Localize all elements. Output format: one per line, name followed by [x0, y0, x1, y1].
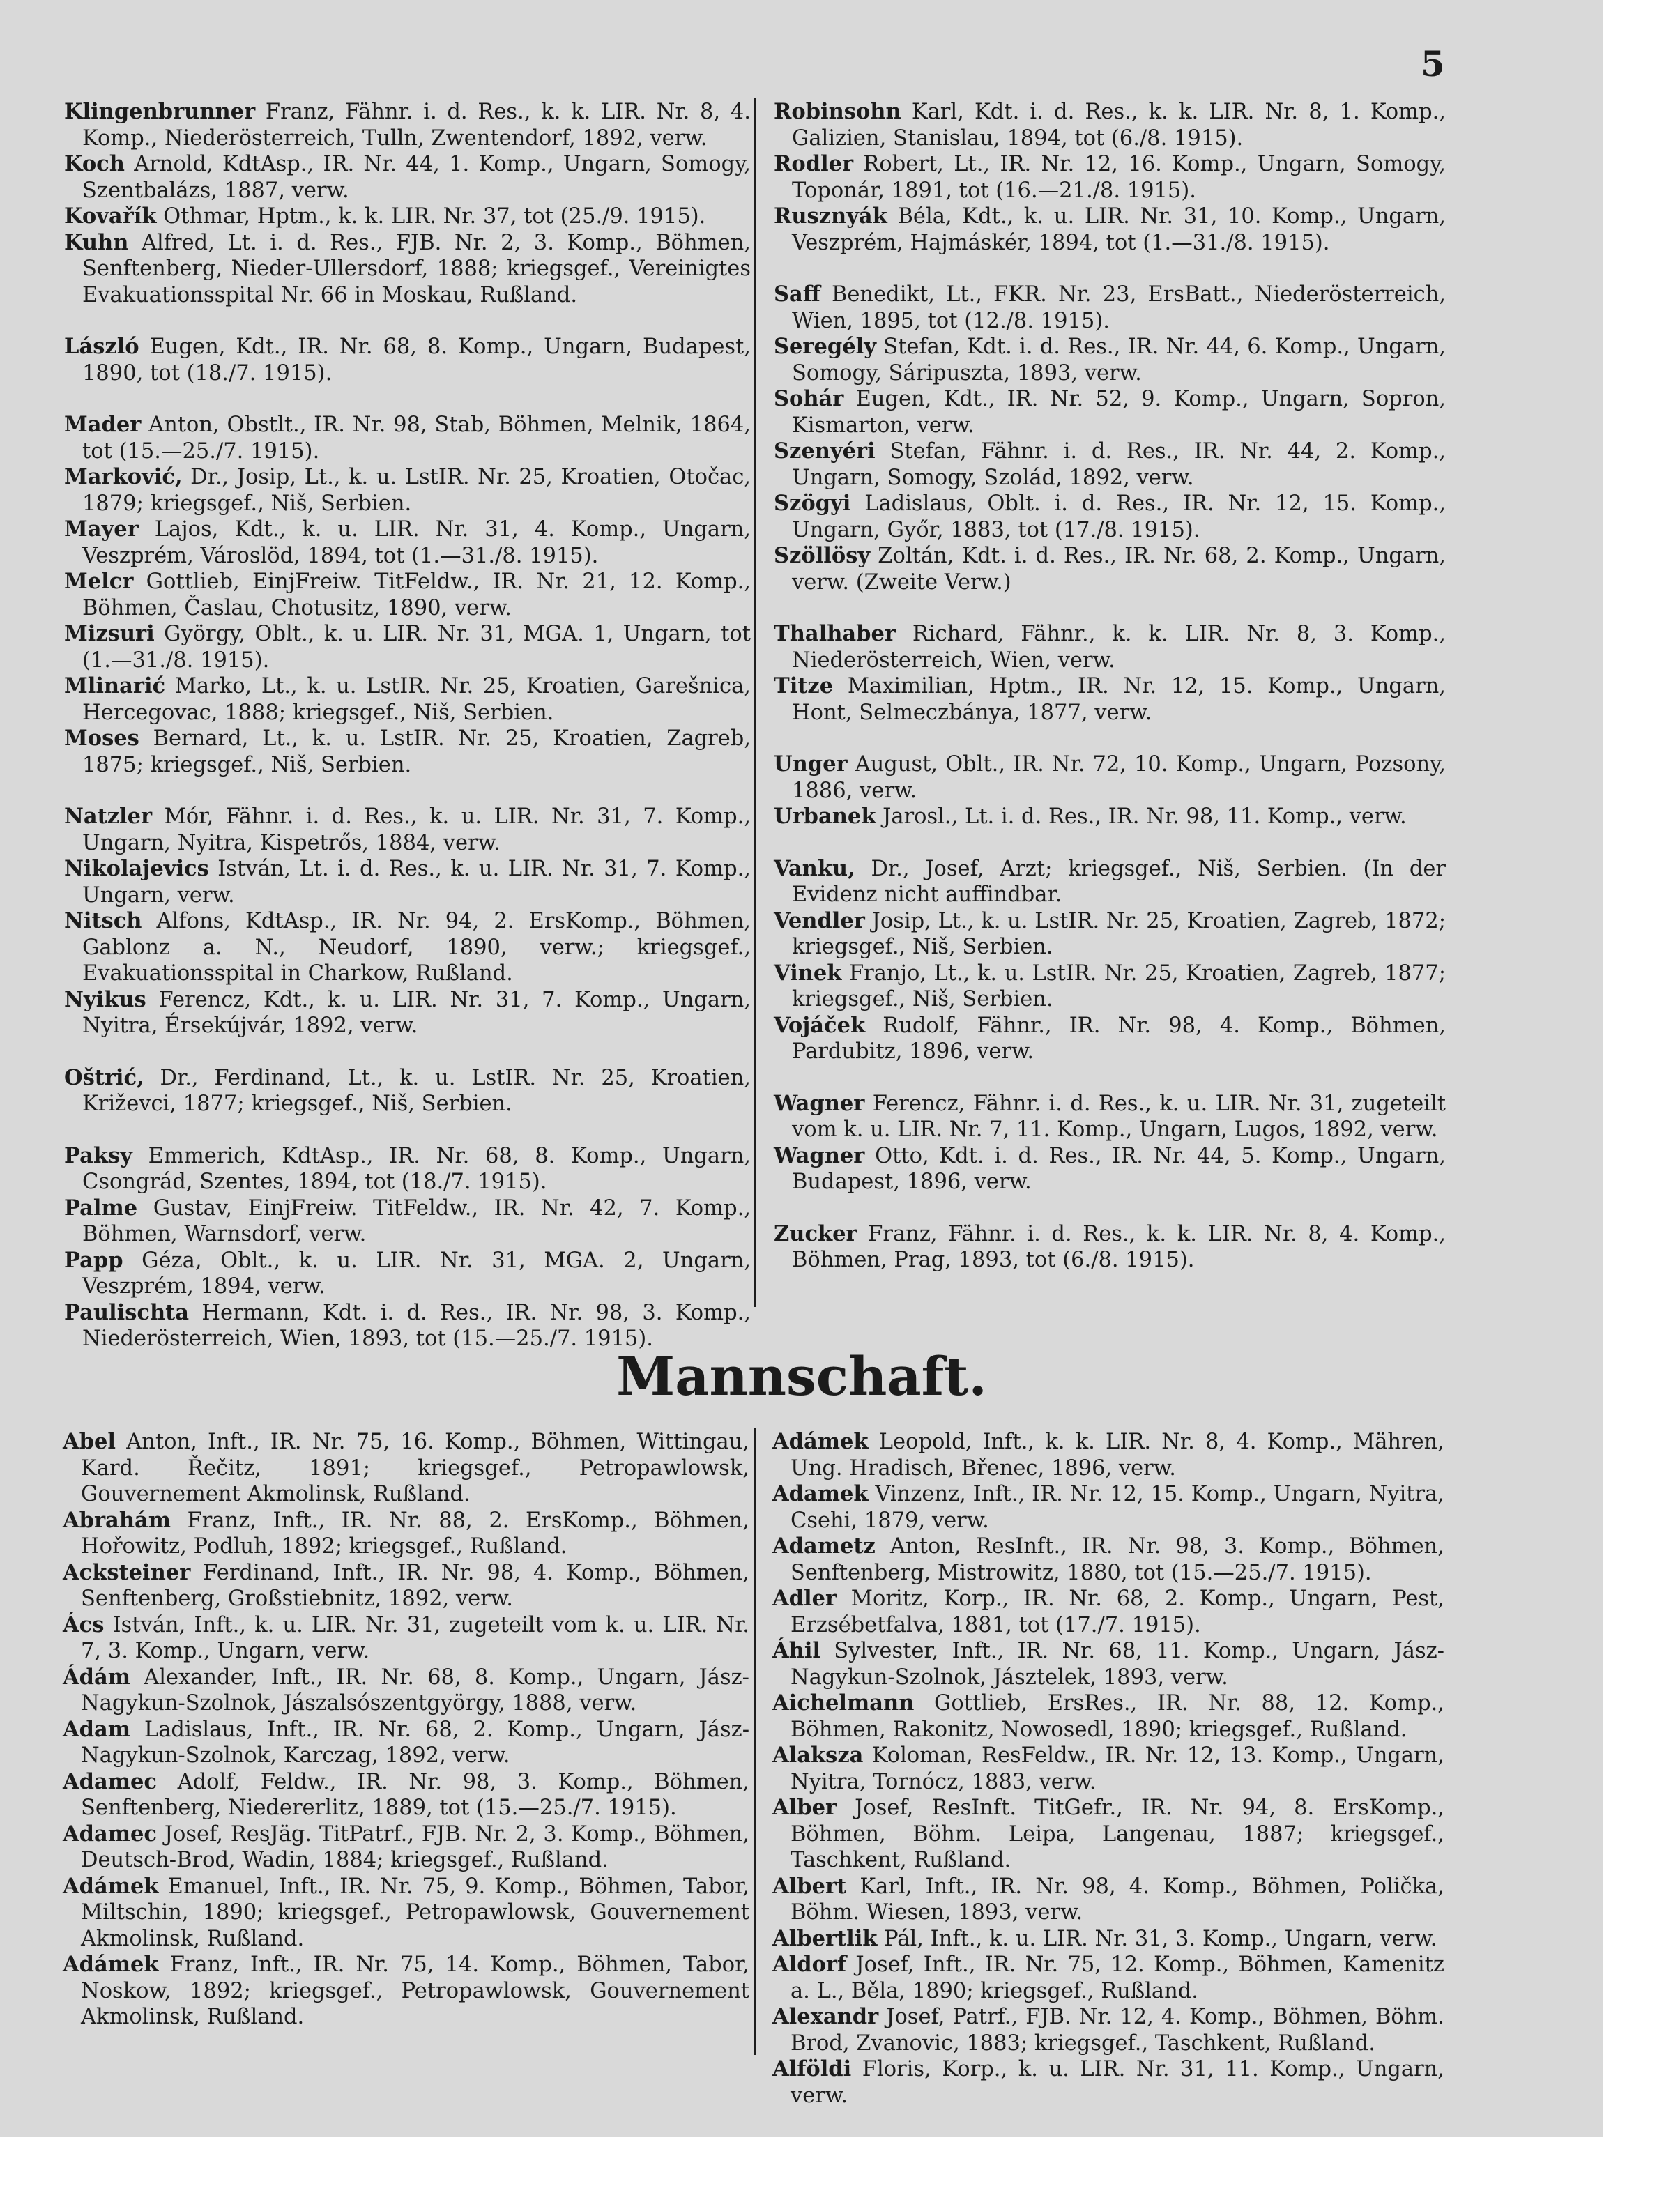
entry-details: Karl, Inft., IR. Nr. 98, 4. Komp., Böhmen, Polička, Böhm. Wiesen, 1893, verw.	[791, 1874, 1444, 1925]
entry-details: Franz, Inft., IR. Nr. 88, 2. ErsKomp., Böhmen, Hořowitz, Podluh, 1892; kriegsgef., Rußland.	[81, 1508, 749, 1559]
entry-details: István, Lt. i. d. Res., k. u. LIR. Nr. 31, 7. Komp., Ungarn, verw.	[82, 857, 751, 908]
entry-surname: Acksteiner	[63, 1559, 191, 1585]
entry-details: Alfons, KdtAsp., IR. Nr. 94, 2. ErsKomp., Böhmen, Gablonz a. N., Neudorf, 1890, verw.; kriegsgef., Evakuationsspital in Charkow, Rußland.	[82, 909, 751, 986]
list-item	[772, 1690, 1444, 1743]
entry-surname: Mader	[64, 412, 142, 437]
entry-details: Moritz, Korp., IR. Nr. 68, 2. Komp., Ungarn, Pest, Erzsébetfalva, 1881, tot (17./7. 1915).	[791, 1587, 1444, 1637]
entry-details: August, Oblt., IR. Nr. 72, 10. Komp., Ungarn, Pozsony, 1886, verw.	[792, 752, 1446, 803]
entry-surname: Marković,	[64, 464, 183, 489]
list-item	[63, 1560, 749, 1612]
list-item	[64, 230, 751, 309]
entry-surname: Palme	[64, 1195, 138, 1221]
entry-details: György, Oblt., k. u. LIR. Nr. 31, MGA. 1, Ungarn, tot (1.—31./8. 1915).	[82, 622, 751, 673]
entry-surname: László	[64, 334, 139, 359]
entry-details: Ferencz, Kdt., k. u. LIR. Nr. 31, 7. Komp., Ungarn, Nyitra, Érsekújvár, 1892, verw.	[82, 987, 751, 1038]
entry-details: Dr., Josef, Arzt; kriegsgef., Niš, Serbien. (In der Evidenz nicht auffindbar.	[792, 856, 1446, 907]
list-item	[772, 1429, 1444, 1481]
column-divider-bottom	[754, 1428, 756, 2055]
list-item	[64, 1248, 751, 1300]
entry-surname: Moses	[64, 726, 139, 751]
entry-surname: Koch	[64, 151, 125, 176]
list-item	[63, 1508, 749, 1560]
scan-margin-bottom	[0, 2137, 1680, 2186]
entry-surname: Kovařík	[64, 204, 157, 229]
list-item	[772, 1534, 1444, 1586]
entry-details: Richard, Fähnr., k. k. LIR. Nr. 8, 3. Komp., Niederösterreich, Wien, verw.	[792, 622, 1446, 673]
entry-surname: Ádám	[63, 1664, 131, 1690]
list-item	[772, 1743, 1444, 1795]
column-divider-top	[754, 98, 756, 1307]
entry-surname: Vojáček	[774, 1012, 866, 1038]
list-item	[64, 464, 751, 517]
entry-details: Franz, Fähnr. i. d. Res., k. k. LIR. Nr. 8, 4. Komp., Böhmen, Prag, 1893, tot (6./8. 1915).	[792, 1221, 1446, 1272]
list-item	[64, 569, 751, 621]
list-item	[64, 987, 751, 1039]
list-item	[64, 673, 751, 726]
entry-details: Franz, Fähnr. i. d. Res., k. k. LIR. Nr. 8, 4. Komp., Niederösterreich, Tulln, Zwentendorf, 1892, verw.	[82, 100, 751, 151]
entry-details: Stefan, Fähnr. i. d. Res., IR. Nr. 44, 2. Komp., Ungarn, Somogy, Szolád, 1892, verw.	[792, 439, 1446, 490]
entry-details: Géza, Oblt., k. u. LIR. Nr. 31, MGA. 2, Ungarn, Veszprém, 1894, verw.	[82, 1248, 751, 1299]
entry-surname: Wagner	[774, 1142, 865, 1168]
entry-details: Emmerich, KdtAsp., IR. Nr. 68, 8. Komp., Ungarn, Csongrád, Szentes, 1894, tot (18./7. 1915).	[82, 1143, 751, 1194]
entry-details: Arnold, KdtAsp., IR. Nr. 44, 1. Komp., Ungarn, Somogy, Szentbalázs, 1887, verw.	[82, 152, 751, 203]
list-item	[63, 1717, 749, 1769]
entry-details: Marko, Lt., k. u. LstIR. Nr. 25, Kroatien, Garešnica, Hercegovac, 1888; kriegsgef., Niš, Serbien.	[82, 674, 751, 725]
entry-details: Franz, Inft., IR. Nr. 75, 14. Komp., Böhmen, Tabor, Noskow, 1892; kriegsgef., Petropawlowsk, Gouvernement Akmolinsk, Rußland.	[81, 1952, 749, 2029]
entry-surname: Paulischta	[64, 1299, 189, 1325]
list-item	[64, 908, 751, 987]
list-item	[64, 1143, 751, 1195]
entry-surname: Vinek	[774, 960, 842, 986]
entry-surname: Vanku,	[774, 855, 855, 881]
list-item	[774, 961, 1446, 1013]
entry-surname: Sohár	[774, 386, 844, 411]
entry-surname: Albert	[772, 1873, 847, 1899]
entry-details: Benedikt, Lt., FKR. Nr. 23, ErsBatt., Niederösterreich, Wien, 1895, tot (12./8. 1915).	[792, 282, 1446, 333]
entry-surname: Alexandr	[772, 2004, 879, 2029]
list-item	[64, 517, 751, 569]
list-item	[772, 1874, 1444, 1926]
scan-margin-right	[1603, 0, 1680, 2186]
list-item	[64, 621, 751, 673]
entry-surname: Abrahám	[63, 1507, 171, 1533]
entry-details: Robert, Lt., IR. Nr. 12, 16. Komp., Ungarn, Somogy, Toponár, 1891, tot (16.—21./8. 1915).	[792, 152, 1446, 203]
entry-details: Gottlieb, EinjFreiw. TitFeldw., IR. Nr. 21, 12. Komp., Böhmen, Časlau, Chotusitz, 1890, verw.	[82, 570, 751, 620]
entry-details: Eugen, Kdt., IR. Nr. 52, 9. Komp., Ungarn, Sopron, Kismarton, verw.	[792, 387, 1446, 438]
entry-details: Dr., Ferdinand, Lt., k. u. LstIR. Nr. 25, Kroatien, Križevci, 1877; kriegsgef., Niš, Serbien.	[82, 1065, 751, 1116]
list-item	[63, 1821, 749, 1874]
entry-details: István, Inft., k. u. LIR. Nr. 31, zugeteilt vom k. u. LIR. Nr. 7, 3. Komp., Ungarn, verw.	[81, 1612, 749, 1663]
entry-details: Ladislaus, Inft., IR. Nr. 68, 2. Komp., Ungarn, Jász-Nagykun-Szolnok, Karczag, 1892, verw.	[81, 1717, 749, 1768]
entry-details: Zoltán, Kdt. i. d. Res., IR. Nr. 68, 2. Komp., Ungarn, verw. (Zweite Verw.)	[792, 544, 1446, 595]
entry-details: Josip, Lt., k. u. LstIR. Nr. 25, Kroatien, Zagreb, 1872; kriegsgef., Niš, Serbien.	[792, 908, 1446, 959]
list-item	[63, 1612, 749, 1665]
list-item	[772, 1795, 1444, 1874]
list-item	[774, 282, 1446, 334]
entry-details: Hermann, Kdt. i. d. Res., IR. Nr. 98, 3. Komp., Niederösterreich, Wien, 1893, tot (15.—25./7. 1915).	[82, 1300, 751, 1351]
column-top-right	[774, 99, 1446, 1274]
entry-surname: Natzler	[64, 804, 153, 829]
list-item	[774, 543, 1446, 595]
entry-details: Sylvester, Inft., IR. Nr. 68, 11. Komp., Ungarn, Jász-Nagykun-Szolnok, Jásztelek, 1893, verw.	[791, 1639, 1444, 1690]
entry-surname: Ács	[63, 1612, 105, 1637]
entry-details: Koloman, ResFeldw., IR. Nr. 12, 13. Komp., Ungarn, Nyitra, Tornócz, 1883, verw.	[791, 1743, 1444, 1794]
list-item	[64, 856, 751, 908]
entry-surname: Alföldi	[772, 2056, 852, 2081]
entry-surname: Nikolajevics	[64, 856, 209, 881]
entry-details: Leopold, Inft., k. k. LIR. Nr. 8, 4. Komp., Mähren, Ung. Hradisch, Břenec, 1896, verw.	[791, 1430, 1444, 1481]
entry-details: Mór, Fähnr. i. d. Res., k. u. LIR. Nr. 31, 7. Komp., Ungarn, Nyitra, Kispetrős, 1884, verw.	[82, 804, 751, 855]
list-item	[64, 726, 751, 778]
entry-surname: Aichelmann	[772, 1690, 915, 1715]
entry-surname: Adámek	[63, 1952, 159, 1977]
entry-surname: Titze	[774, 673, 834, 698]
entry-surname: Szenyéri	[774, 438, 876, 464]
list-item	[774, 386, 1446, 438]
entry-details: Josef, Patrf., FJB. Nr. 12, 4. Komp., Böhmen, Böhm. Brod, Zvanovic, 1883; kriegsgef., Taschkent, Rußland.	[791, 2005, 1444, 2056]
entry-surname: Szögyi	[774, 491, 851, 516]
entry-details: Alexander, Inft., IR. Nr. 68, 8. Komp., Ungarn, Jász-Nagykun-Szolnok, Jászalsószentgyörgy, 1888, verw.	[81, 1665, 749, 1715]
list-item	[774, 151, 1446, 204]
list-item	[774, 856, 1446, 908]
entry-surname: Zucker	[774, 1221, 857, 1246]
list-item	[774, 751, 1446, 804]
list-item	[774, 804, 1446, 830]
entry-details: Ladislaus, Oblt. i. d. Res., IR. Nr. 12, 15. Komp., Ungarn, Győr, 1883, tot (17./8. 1915).	[792, 491, 1446, 542]
column-bottom-left	[63, 1429, 749, 2031]
entry-surname: Adamec	[63, 1821, 158, 1847]
entry-details: Josef, ResJäg. TitPatrf., FJB. Nr. 2, 3. Komp., Böhmen, Deutsch-Brod, Wadin, 1884; kriegsgef., Rußland.	[81, 1821, 749, 1872]
entry-details: Béla, Kdt., k. u. LIR. Nr. 31, 10. Komp., Ungarn, Veszprém, Hajmáskér, 1894, tot (1.—31./8. 1915).	[792, 204, 1446, 255]
entry-surname: Aldorf	[772, 1952, 847, 1977]
entry-surname: Rusznyák	[774, 204, 887, 229]
entry-details: Rudolf, Fähnr., IR. Nr. 98, 4. Komp., Böhmen, Pardubitz, 1896, verw.	[792, 1013, 1446, 1064]
list-item	[64, 1195, 751, 1248]
entry-details: Bernard, Lt., k. u. LstIR. Nr. 25, Kroatien, Zagreb, 1875; kriegsgef., Niš, Serbien.	[82, 726, 751, 777]
entry-surname: Paksy	[64, 1142, 132, 1168]
entry-details: Anton, Obstlt., IR. Nr. 98, Stab, Böhmen, Melnik, 1864, tot (15.—25./7. 1915).	[82, 413, 751, 464]
column-top-left	[64, 99, 751, 1352]
entry-details: Ferdinand, Inft., IR. Nr. 98, 4. Komp., Böhmen, Senftenberg, Großstiebnitz, 1892, verw.	[81, 1560, 749, 1611]
entry-details: Stefan, Kdt. i. d. Res., IR. Nr. 44, 6. Komp., Ungarn, Somogy, Sáripuszta, 1893, verw.	[792, 335, 1446, 385]
entry-details: Karl, Kdt. i. d. Res., k. k. LIR. Nr. 8, 1. Komp., Galizien, Stanislau, 1894, tot (6./8. 1915).	[792, 100, 1446, 151]
list-item	[772, 1926, 1444, 1952]
list-item	[774, 1013, 1446, 1065]
entry-details: Franjo, Lt., k. u. LstIR. Nr. 25, Kroatien, Zagreb, 1877; kriegsgef., Niš, Serbien.	[792, 961, 1446, 1011]
section-title: Mannschaft.	[616, 1345, 987, 1407]
list-item	[63, 1429, 749, 1508]
entry-surname: Adam	[63, 1716, 131, 1742]
entry-surname: Saff	[774, 282, 820, 307]
list-item	[64, 204, 751, 230]
list-item	[774, 1091, 1446, 1143]
entry-details: Gottlieb, ErsRes., IR. Nr. 88, 12. Komp., Böhmen, Rakonitz, Nowosedl, 1890; kriegsgef., Rußland.	[791, 1691, 1444, 1742]
entry-details: Floris, Korp., k. u. LIR. Nr. 31, 11. Komp., Ungarn, verw.	[791, 2057, 1444, 2108]
entry-surname: Nitsch	[64, 908, 142, 933]
entry-details: Eugen, Kdt., IR. Nr. 68, 8. Komp., Ungarn, Budapest, 1890, tot (18./7. 1915).	[82, 335, 751, 385]
entry-surname: Adámek	[772, 1429, 869, 1454]
list-item	[772, 1952, 1444, 2004]
entry-surname: Mayer	[64, 517, 139, 542]
column-bottom-right	[772, 1429, 1444, 2109]
list-item	[772, 2056, 1444, 2109]
entry-surname: Mizsuri	[64, 621, 155, 646]
list-item	[63, 1769, 749, 1821]
entry-surname: Kuhn	[64, 229, 129, 255]
entry-details: Adolf, Feldw., IR. Nr. 98, 3. Komp., Böhmen, Senftenberg, Niedererlitz, 1889, tot (15.—25./7. 1915).	[81, 1769, 749, 1820]
list-item	[772, 1481, 1444, 1534]
entry-surname: Alber	[772, 1795, 837, 1820]
entry-details: Vinzenz, Inft., IR. Nr. 12, 15. Komp., Ungarn, Nyitra, Csehi, 1879, verw.	[791, 1482, 1444, 1533]
list-item	[772, 2004, 1444, 2056]
list-item	[63, 1952, 749, 2031]
entry-details: Dr., Josip, Lt., k. u. LstIR. Nr. 25, Kroatien, Otočac, 1879; kriegsgef., Niš, Serbien.	[82, 465, 751, 516]
list-item	[64, 1065, 751, 1117]
entry-details: Anton, Inft., IR. Nr. 75, 16. Komp., Böhmen, Wittingau, Kard. Řečitz, 1891; kriegsgef., Petropawlowsk, Gouvernement Akmolinsk, Rußland.	[81, 1430, 749, 1506]
entry-surname: Áhil	[772, 1638, 821, 1663]
list-item	[774, 334, 1446, 386]
entry-details: Gustav, EinjFreiw. TitFeldw., IR. Nr. 42, 7. Komp., Böhmen, Warnsdorf, verw.	[82, 1195, 751, 1246]
list-item	[774, 1221, 1446, 1274]
list-item	[774, 908, 1446, 961]
entry-surname: Alaksza	[772, 1743, 864, 1768]
list-item	[64, 334, 751, 386]
list-item	[64, 412, 751, 464]
entry-details: Anton, ResInft., IR. Nr. 98, 3. Komp., Böhmen, Senftenberg, Mistrowitz, 1880, tot (15.—25./7. 1915).	[791, 1534, 1444, 1585]
list-item	[774, 1143, 1446, 1195]
entry-details: Otto, Kdt. i. d. Res., IR. Nr. 44, 5. Komp., Ungarn, Budapest, 1896, verw.	[792, 1143, 1446, 1194]
list-item	[64, 99, 751, 151]
entry-details: Emanuel, Inft., IR. Nr. 75, 9. Komp., Böhmen, Tabor, Miltschin, 1890; kriegsgef., Petropawlowsk, Gouvernement Akmolinsk, Rußland.	[81, 1874, 749, 1951]
entry-surname: Thalhaber	[774, 621, 896, 646]
entry-surname: Szöllösy	[774, 543, 871, 568]
entry-details: Othmar, Hptm., k. k. LIR. Nr. 37, tot (25./9. 1915).	[156, 204, 706, 229]
entry-surname: Nyikus	[64, 986, 146, 1012]
entry-surname: Adámek	[63, 1873, 159, 1899]
entry-surname: Adler	[772, 1586, 837, 1611]
list-item	[774, 673, 1446, 726]
list-item	[63, 1874, 749, 1952]
list-item	[64, 1300, 751, 1352]
list-item	[772, 1586, 1444, 1638]
entry-surname: Oštrić,	[64, 1064, 144, 1090]
list-item	[772, 1638, 1444, 1690]
entry-surname: Adamek	[772, 1481, 869, 1506]
list-item	[64, 151, 751, 204]
entry-surname: Albertlik	[772, 1925, 878, 1951]
list-item	[774, 621, 1446, 673]
entry-details: Josef, Inft., IR. Nr. 75, 12. Komp., Böhmen, Kamenitz a. L., Běla, 1890; kriegsgef., Rußland.	[791, 1952, 1444, 2003]
entry-details: Jarosl., Lt. i. d. Res., IR. Nr. 98, 11. Komp., verw.	[876, 804, 1407, 829]
entry-surname: Robinsohn	[774, 99, 901, 124]
entry-surname: Klingenbrunner	[64, 99, 256, 124]
list-item	[774, 438, 1446, 491]
entry-surname: Papp	[64, 1247, 123, 1273]
entry-surname: Melcr	[64, 569, 134, 594]
entry-details: Ferencz, Fähnr. i. d. Res., k. u. LIR. Nr. 31, zugeteilt vom k. u. LIR. Nr. 7, 11. Komp., Ungarn, Lugos, 1892, verw.	[792, 1091, 1446, 1142]
page-number: 5	[1421, 43, 1445, 84]
list-item	[63, 1665, 749, 1717]
entry-surname: Seregély	[774, 334, 876, 359]
entry-surname: Abel	[63, 1429, 116, 1454]
entry-surname: Vendler	[774, 908, 865, 933]
entry-surname: Rodler	[774, 151, 854, 176]
entry-details: Pál, Inft., k. u. LIR. Nr. 31, 3. Komp., Ungarn, verw.	[877, 1926, 1437, 1951]
entry-details: Lajos, Kdt., k. u. LIR. Nr. 31, 4. Komp., Ungarn, Veszprém, Városlöd, 1894, tot (1.—31./8. 1915).	[82, 517, 751, 568]
entry-details: Maximilian, Hptm., IR. Nr. 12, 15. Komp., Ungarn, Hont, Selmeczbánya, 1877, verw.	[792, 674, 1446, 725]
list-item	[774, 99, 1446, 151]
entry-details: Josef, ResInft. TitGefr., IR. Nr. 94, 8. ErsKomp., Böhmen, Böhm. Leipa, Langenau, 1887; kriegsgef., Taschkent, Rußland.	[791, 1796, 1444, 1872]
entry-surname: Mlinarić	[64, 673, 166, 698]
list-item	[774, 204, 1446, 256]
list-item	[774, 491, 1446, 543]
entry-surname: Unger	[774, 751, 848, 777]
entry-surname: Adamec	[63, 1768, 158, 1794]
entry-surname: Urbanek	[774, 804, 876, 829]
entry-details: Alfred, Lt. i. d. Res., FJB. Nr. 2, 3. Komp., Böhmen, Senftenberg, Nieder-Ullersdorf, 1888; kriegsgef., Vereinigtes Evakuationsspital Nr. 66 in Moskau, Rußland.	[82, 230, 751, 307]
entry-surname: Wagner	[774, 1090, 865, 1116]
entry-surname: Adametz	[772, 1534, 876, 1559]
list-item	[64, 804, 751, 856]
